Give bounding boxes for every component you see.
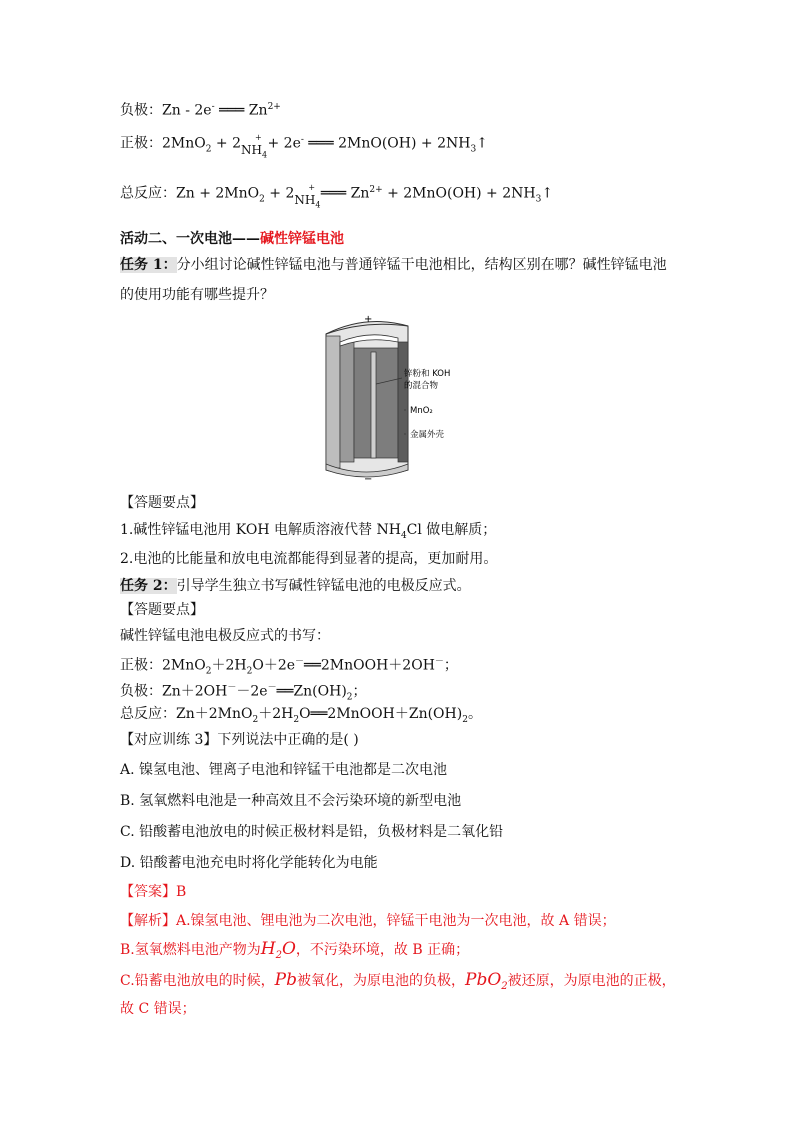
option-d: D. 铅酸蓄电池充电时将化学能转化为电能 <box>120 855 378 871</box>
alkaline-positive-equation: 正极：$2MnO_2+2H_2O+2e^-══2MnOOH+2OH^-$； <box>120 657 458 677</box>
task1-line1: 任务 1：分小组讨论碱性锌锰电池与普通锌锰干电池相比，结构区别在哪？碱性锌锰电池 <box>120 257 667 273</box>
answer-line: 【答案】B <box>120 884 187 900</box>
activity-heading: 活动二、一次电池——碱性锌锰电池 <box>120 231 344 247</box>
task1-label: 任务 1： <box>120 257 177 273</box>
right-wall <box>398 342 408 462</box>
option-a: A. 镍氢电池、锂离子电池和锌锰干电池都是二次电池 <box>120 762 448 778</box>
negative-terminal-sign: − <box>364 474 373 484</box>
answer-header-2: 【答题要点】 <box>120 602 204 618</box>
positive-electrode-line: 正极：2MnO$_2$ + 2 + $NH_4$ + 2e- ═══ $2MnO(OH) + 2NH_3↑$ <box>120 132 488 160</box>
answer-header-1: 【答题要点】 <box>120 495 204 511</box>
label-zinc-koh-line2: 的混合物 <box>404 381 439 391</box>
metal-shell-section <box>326 336 340 468</box>
option-c: C. 铅酸蓄电池放电的时候正极材料是铅，负极材料是二氧化铅 <box>120 824 504 840</box>
label-metal-shell: 金属外壳 <box>410 430 445 440</box>
label-zinc-koh-line1: 锌粉和 KOH <box>404 369 451 379</box>
analysis-b: B.氢氧燃料电池产物为$H_2O$，不污染环境，故 B 正确； <box>120 939 470 961</box>
analysis-a: 【解析】A.镍氢电池、锂电池为二次电池，锌锰干电池为一次电池，故 A 错误； <box>120 913 616 929</box>
current-collector <box>371 352 376 458</box>
analysis-c-line1: C.铅蓄电池放电的时候，Pb被氧化，为原电池的负极，PbO$_2$被还原，为原电池的正极， <box>120 970 676 992</box>
alkaline-battery-diagram <box>318 312 508 484</box>
task1-line2: 的使用功能有哪些提升？ <box>120 287 274 303</box>
answer-point-1: 1.碱性锌锰电池用 KOH 电解质溶液代替 $NH_4Cl$ 做电解质； <box>120 522 497 541</box>
equation-title: 碱性锌锰电池电极反应式的书写： <box>120 628 330 644</box>
analysis-c-line2: 故 C 错误； <box>120 1001 196 1017</box>
ammonium-ion: + $NH_4$ <box>241 132 268 160</box>
answer-point-2: 2.电池的比能量和放电电流都能得到显著的提高，更加耐用。 <box>120 551 498 567</box>
exercise-question: 【对应训练 3】下列说法中正确的是( ) <box>120 732 359 748</box>
alkaline-total-equation: 总反应：$Zn+2MnO_2+2H_2O══2MnOOH+Zn(OH)_2$。 <box>120 706 482 725</box>
alkaline-negative-equation: 负极：$Zn+2OH^--2e^-══Zn(OH)_2$； <box>120 683 367 703</box>
task2-line: 任务 2：引导学生独立书写碱性锌锰电池的电极反应式。 <box>120 578 471 594</box>
task2-label: 任务 2： <box>120 578 177 594</box>
positive-terminal-sign: + <box>364 314 373 325</box>
ammonium-ion: + $NH_4$ <box>294 182 321 210</box>
negative-electrode-line: 负极：Zn - 2e- ═══ $Zn^{2+}$ <box>120 102 281 119</box>
total-reaction-line: 总反应：Zn + 2MnO$_2$ + 2 + $NH_4$ ═══ $Zn^{2+} + 2MnO(OH)$ + $2NH_3↑$ <box>120 182 554 210</box>
mno2-layer <box>340 342 354 462</box>
option-b: B. 氢氧燃料电池是一种高效且不会污染环境的新型电池 <box>120 793 462 809</box>
label-mno2: MnO₂ <box>410 406 433 416</box>
